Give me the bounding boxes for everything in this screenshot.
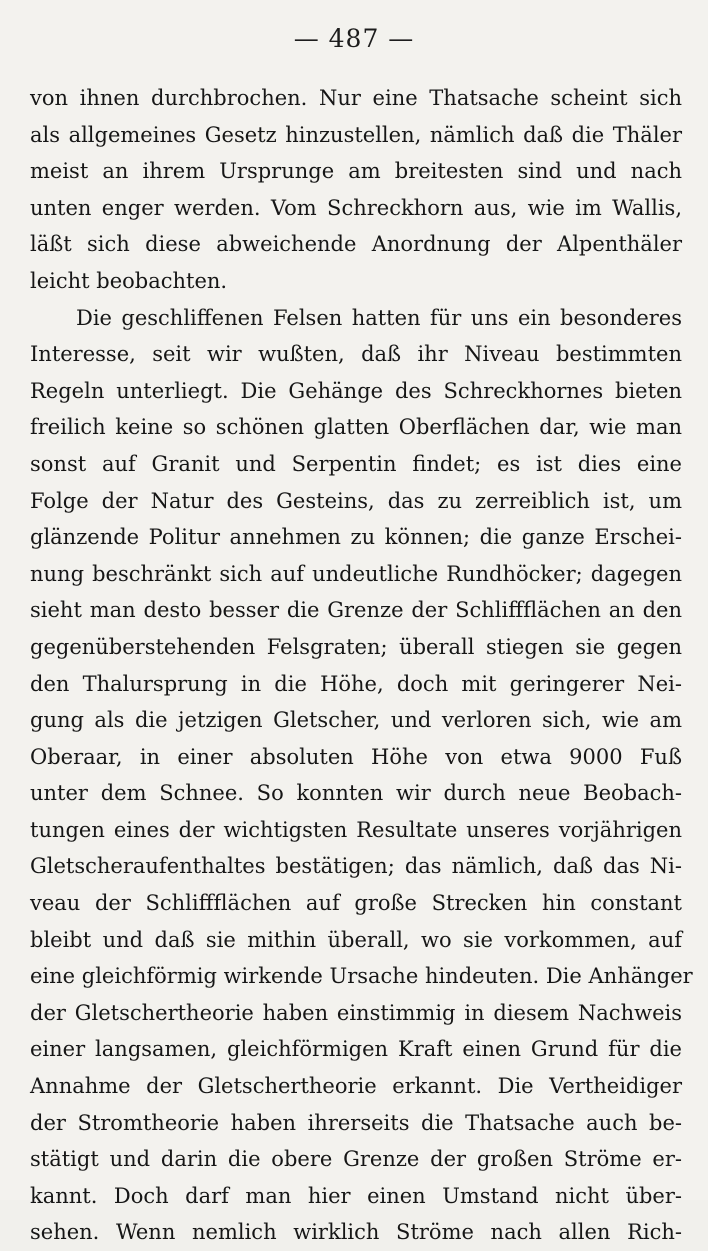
text-line: gegenüberstehenden Felsgraten; überall stiegen sie gegen: [30, 634, 682, 659]
text-line: Annahme der Gletschertheorie erkannt. Die Vertheidiger: [30, 1074, 682, 1099]
text-line: unten enger werden. Vom Schreckhorn aus, wie im Wallis,: [30, 195, 682, 220]
text-line: sonst auf Granit und Serpentin findet; es ist dies eine: [30, 451, 682, 476]
text-line: der Stromtheorie haben ihrerseits die Thatsache auch be-: [30, 1110, 682, 1135]
text-line: als allgemeines Gesetz hinzustellen, nämlich daß die Thäler: [30, 122, 682, 147]
text-line: veau der Schliffflächen auf große Strecken hin constant: [30, 891, 682, 916]
text-line: Interesse, seit wir wußten, daß ihr Niveau bestimmten: [30, 342, 682, 367]
text-line: tungen eines der wichtigsten Resultate unseres vorjährigen: [30, 817, 682, 842]
text-line: Regeln unterliegt. Die Gehänge des Schreckhornes bieten: [30, 378, 682, 403]
page-number: — 487 —: [293, 24, 415, 53]
text-line: von ihnen durchbrochen. Nur eine Thatsache scheint sich: [30, 86, 682, 110]
text-line: Gletscheraufenthaltes bestätigen; das nämlich, daß das Ni-: [30, 854, 682, 879]
text-line: Folge der Natur des Gesteins, das zu zerreiblich ist, um: [30, 488, 682, 513]
text-line: den Thalursprung in die Höhe, doch mit geringerer Nei-: [30, 671, 682, 696]
text-line: gung als die jetzigen Gletscher, und verloren sich, wie am: [30, 708, 682, 733]
text-line: meist an ihrem Ursprunge am breitesten sind und nach: [30, 159, 682, 184]
text-line: stätigt und darin die obere Grenze der großen Ströme er-: [30, 1147, 682, 1172]
text-line: sehen. Wenn nemlich wirklich Ströme nach allen Rich-: [30, 1220, 682, 1245]
text-line: glänzende Politur annehmen zu können; die ganze Erschei-: [30, 525, 682, 550]
text-line: der Gletschertheorie haben einstimmig in diesem Nachweis: [30, 1000, 682, 1025]
text-line: bleibt und daß sie mithin überall, wo sie vorkommen, auf: [30, 927, 682, 952]
text-line: freilich keine so schönen glatten Oberflächen dar, wie man: [30, 415, 682, 440]
text-line: läßt sich diese abweichende Anordnung der Alpenthäler: [30, 232, 682, 257]
text-line: kannt. Doch darf man hier einen Umstand nicht über-: [30, 1183, 682, 1208]
text-line: Oberaar, in einer absoluten Höhe von etwa 9000 Fuß: [30, 744, 682, 769]
text-line: eine gleichförmig wirkende Ursache hindeuten. Die Anhänger: [30, 964, 693, 989]
body-text: [30, 80, 693, 1251]
text-line: Die geschliffenen Felsen hatten für uns ein besonderes: [76, 305, 682, 330]
text-line: einer langsamen, gleichförmigen Kraft einen Grund für die: [30, 1037, 682, 1062]
text-line: sieht man desto besser die Grenze der Schliffflächen an den: [30, 598, 682, 623]
text-line: unter dem Schnee. So konnten wir durch neue Beobach-: [30, 781, 682, 806]
text-line: leicht beobachten.: [30, 268, 228, 293]
text-line: nung beschränkt sich auf undeutliche Rundhöcker; dagegen: [30, 561, 682, 586]
